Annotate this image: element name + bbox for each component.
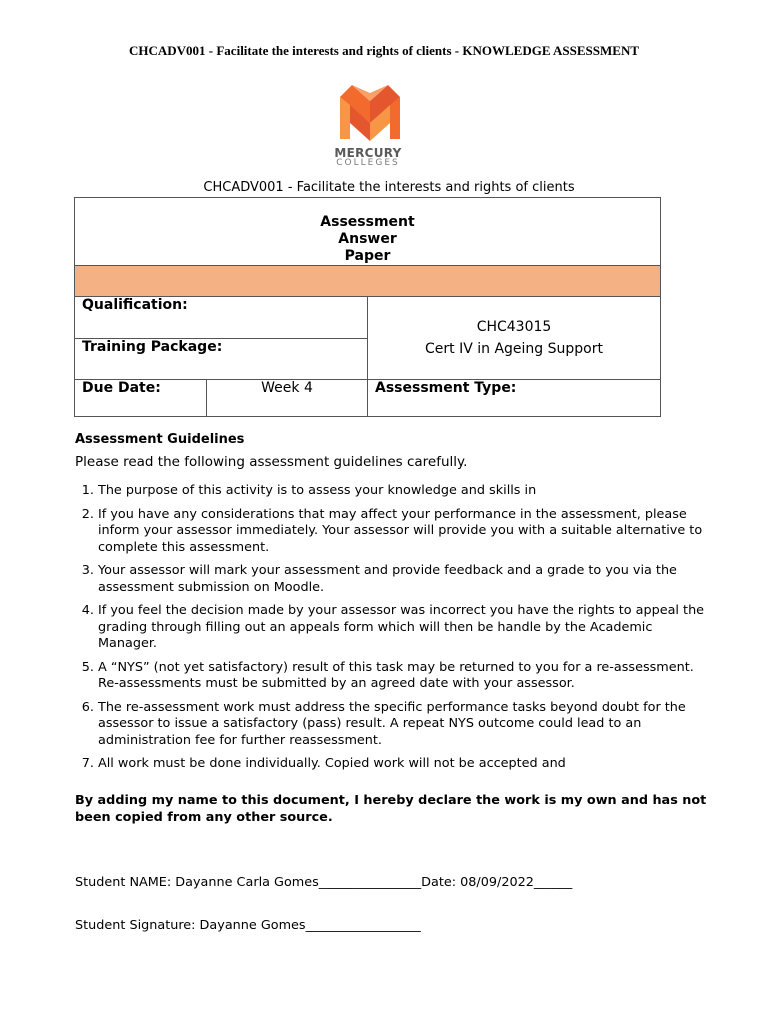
guidelines-intro: Please read the following assessment guidelines carefully. [75,454,468,470]
guidelines-list [75,483,715,773]
logo-wordmark: MERCURY [334,146,402,160]
title-line: Paper [344,248,391,264]
list-item: 7. All work must be done individually. Copied work will not be accepted and [98,756,715,773]
title-line: Answer [338,231,397,247]
unit-title: CHCADV001 - Facilitate the interests and rights of clients [203,180,575,195]
list-item: 3. Your assessor will mark your assessment and provide feedback and a grade to you via the assessment submission on Moodle. [98,563,715,596]
logo-subtitle: COLLEGES [336,158,400,168]
qualification-value-cell [368,297,661,380]
list-item: 1. The purpose of this activity is to assess your knowledge and skills in [98,483,715,500]
assessment-cover-table [74,197,661,417]
qualification-label: Qualification: [82,297,188,313]
assessment-type-label: Assessment Type: [375,380,517,396]
due-date-label: Due Date: [82,380,161,396]
qualification-cell [75,297,368,339]
list-item: 4. If you feel the decision made by your assessor was incorrect you have the rights to appeal the grading through filling out an appeals form which will then be handle by the Academic Manager. [98,603,715,653]
guidelines-heading: Assessment Guidelines [75,432,245,447]
due-date-label-cell [75,380,207,417]
assessment-type-cell [368,380,661,417]
list-item: 2. If you have any considerations that may affect your performance in the assessment, please inform your assessor immediately. Your assessor will provide you with a suitable alternative to complete this assessment. [98,507,715,557]
orange-band [75,266,661,297]
assessment-guidelines [75,432,715,780]
qualification-name: Cert IV in Ageing Support [425,341,603,357]
title-line: Assessment [320,214,415,230]
list-item: 6. The re-assessment work must address the specific performance tasks beyond doubt for the assessor to issue a satisfactory (pass) result. A repeat NYS outcome could lead to an administration fee for further reassessment. [98,700,715,750]
qualification-code: CHC43015 [476,319,552,335]
student-signature-line: Student Signature: Dayanne Gomes__________________ [75,918,421,933]
document-header: CHCADV001 - Facilitate the interests and rights of clients - KNOWLEDGE ASSESSMENT [128,43,639,58]
training-package-label: Training Package: [82,339,223,355]
due-date-value: Week 4 [207,380,368,417]
training-package-cell [75,339,368,380]
declaration: By adding my name to this document, I hereby declare the work is my own and has not been copied from any other source. [75,793,707,825]
list-item: 5. A “NYS” (not yet satisfactory) result of this task may be returned to you for a re-assessment. Re-assessments must be submitted by an agreed date with your assessor. [98,660,715,693]
table-title-cell [75,198,661,266]
student-name-line: Student NAME: Dayanne Carla Gomes________________Date: 08/09/2022______ [75,875,573,890]
